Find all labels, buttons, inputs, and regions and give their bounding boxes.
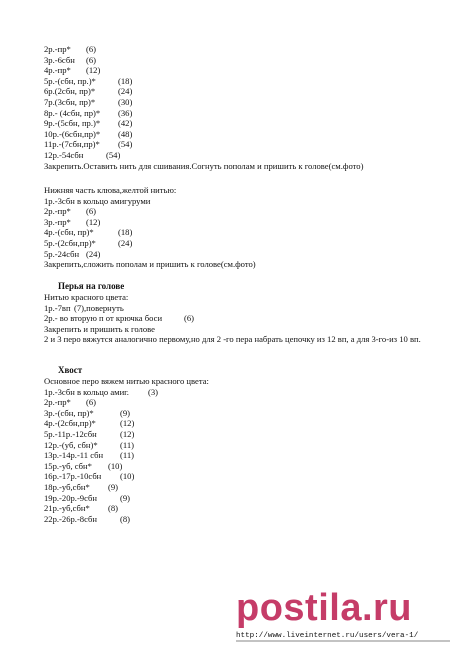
stitch-count: (12) — [86, 65, 101, 76]
round-text: 19р.-20р.-9сбн — [44, 492, 97, 503]
round-text: 8р.- (4сбн, пр)* — [44, 107, 101, 118]
section-intro: Основное перо вяжем нитью красного цвета: — [44, 376, 209, 386]
stitch-count: (3) — [148, 386, 159, 397]
stitch-count: (11) — [120, 439, 134, 450]
round-line — [44, 150, 444, 161]
round-text: 12р.-54сбн — [44, 149, 84, 160]
round-text: 5р.-11р.-12сбн — [44, 428, 97, 439]
round-line — [44, 129, 444, 140]
stitch-count: (8) — [120, 513, 131, 524]
round-text: 2р.-пр* — [44, 206, 71, 217]
stitch-count: (11) — [120, 450, 134, 461]
round-text: 10р.-(6сбн,пр)* — [44, 128, 101, 139]
round-text: 22р.-26р.-8сбн — [44, 513, 97, 524]
round-line — [44, 118, 444, 129]
round-line — [44, 387, 444, 398]
note-paragraph: 2 и 3 перо вяжутся аналогично первому,но для 2 -го пера набрать цепочку из 12 вп, а для 3-го-из 10 вп. — [44, 334, 421, 345]
stitch-count: (18) — [118, 75, 133, 86]
round-line — [44, 313, 444, 324]
round-line — [44, 440, 444, 451]
round-line — [44, 493, 444, 504]
round-line: 1р.-3сбн в кольцо амигуруми — [44, 195, 151, 206]
round-text: 3р.-(сбн, пр)* — [44, 407, 94, 418]
stitch-count: (6) — [184, 313, 195, 324]
round-line — [44, 450, 444, 461]
round-text: 4р.-пр* — [44, 65, 71, 76]
beak-lower-instructions — [44, 185, 444, 270]
stitch-count: (24) — [118, 86, 133, 97]
stitch-count: (48) — [118, 128, 133, 139]
stitch-count: (9) — [108, 481, 119, 492]
stitch-count: (12) — [86, 216, 101, 227]
stitch-count: (42) — [118, 118, 133, 129]
stitch-count: (7),повернуть — [74, 302, 124, 313]
round-line — [44, 503, 444, 514]
round-line — [44, 76, 444, 87]
round-line — [44, 514, 444, 525]
round-text: 5р.-(2сбн,пр)* — [44, 237, 96, 248]
round-line — [44, 249, 444, 260]
round-line — [44, 238, 444, 249]
round-text: 5р.-24сбн — [44, 248, 80, 259]
round-text: 12р.-(уб, сбн)* — [44, 439, 98, 450]
stitch-count: (10) — [120, 471, 135, 482]
round-line — [44, 65, 444, 76]
round-text: 6р.(2сбн, пр)* — [44, 86, 96, 97]
section-heading: Хвост — [58, 365, 83, 375]
round-line — [44, 55, 444, 66]
stitch-count: (18) — [118, 227, 133, 238]
round-line — [44, 227, 444, 238]
round-line — [44, 108, 444, 119]
postila-logo: postila.ru — [236, 587, 413, 629]
source-url: http://www.liveinternet.ru/users/vera-1/ — [236, 632, 419, 640]
round-line — [44, 418, 444, 429]
section-intro: Нитью красного цвета: — [44, 292, 129, 302]
round-text: 18р.-уб,сбн* — [44, 481, 90, 492]
closing-line: Закрепить,сложить пополам и пришить к голове(см.фото) — [44, 259, 256, 270]
round-text: 13р.-14р.-11 сбн — [44, 450, 104, 461]
tail-instructions — [44, 365, 444, 524]
closing-line: Закрепить.Оставить нить для сшивания.Согнуть пополам и пришить к голове(см.фото) — [44, 160, 364, 171]
stitch-count: (24) — [86, 248, 101, 259]
round-line — [44, 44, 444, 55]
round-line — [44, 97, 444, 108]
round-text: 2р.-пр* — [44, 397, 71, 408]
stitch-count: (6) — [86, 54, 97, 65]
round-text: 5р.-(сбн, пр.)* — [44, 75, 96, 86]
round-text: 2р.-пр* — [44, 44, 71, 54]
stitch-count: (9) — [120, 407, 131, 418]
round-line — [44, 408, 444, 419]
section-intro: Нижняя часть клюва,желтой нитью: — [44, 185, 177, 195]
round-line — [44, 206, 444, 217]
stitch-count: (6) — [86, 206, 97, 217]
round-text: 16р.-17р.-10сбн — [44, 471, 102, 482]
stitch-count: (54) — [106, 149, 121, 160]
stitch-count: (12) — [120, 428, 135, 439]
round-text: 4р.-(2сбн,пр)* — [44, 418, 96, 429]
round-line — [44, 397, 444, 408]
round-line — [44, 461, 444, 472]
round-text: 1р.-3сбн в кольцо амиг. — [44, 386, 129, 397]
stitch-count: (10) — [108, 460, 123, 471]
round-line — [44, 217, 444, 228]
closing-line: Закрепить и пришить к голове — [44, 323, 155, 334]
round-text: 1р.-7вп — [44, 302, 71, 313]
stitch-count: (24) — [118, 237, 133, 248]
round-line — [44, 471, 444, 482]
round-text: 11р.-(7сбн,пр)* — [44, 139, 100, 150]
round-text: 21р.-уб,сбн* — [44, 503, 90, 514]
round-line — [44, 303, 444, 314]
round-text: 4р.-(сбн, пр)* — [44, 227, 94, 238]
beak-upper-instructions — [44, 44, 444, 171]
round-line — [44, 429, 444, 440]
round-line — [44, 86, 444, 97]
stitch-count: (9) — [120, 492, 131, 503]
round-text: 3р.-6сбн — [44, 54, 75, 65]
stitch-count: (30) — [118, 96, 133, 107]
round-text: 7р.(3сбн, пр)* — [44, 96, 96, 107]
round-text: 9р.-(5сбн, пр.)* — [44, 118, 101, 129]
round-line — [44, 482, 444, 493]
round-text: 15р.-уб, сбн* — [44, 460, 92, 471]
stitch-count: (36) — [118, 107, 133, 118]
stitch-count: (6) — [86, 44, 97, 54]
stitch-count: (54) — [118, 139, 133, 150]
stitch-count: (8) — [108, 503, 119, 514]
divider — [236, 640, 450, 642]
section-heading: Перья на голове — [58, 281, 125, 291]
round-text: 2р.- во вторую п от крючка боси — [44, 313, 163, 324]
round-text: 3р.-пр* — [44, 216, 71, 227]
round-line — [44, 139, 444, 150]
stitch-count: (12) — [120, 418, 135, 429]
head-feathers-instructions — [44, 281, 444, 345]
stitch-count: (6) — [86, 397, 97, 408]
